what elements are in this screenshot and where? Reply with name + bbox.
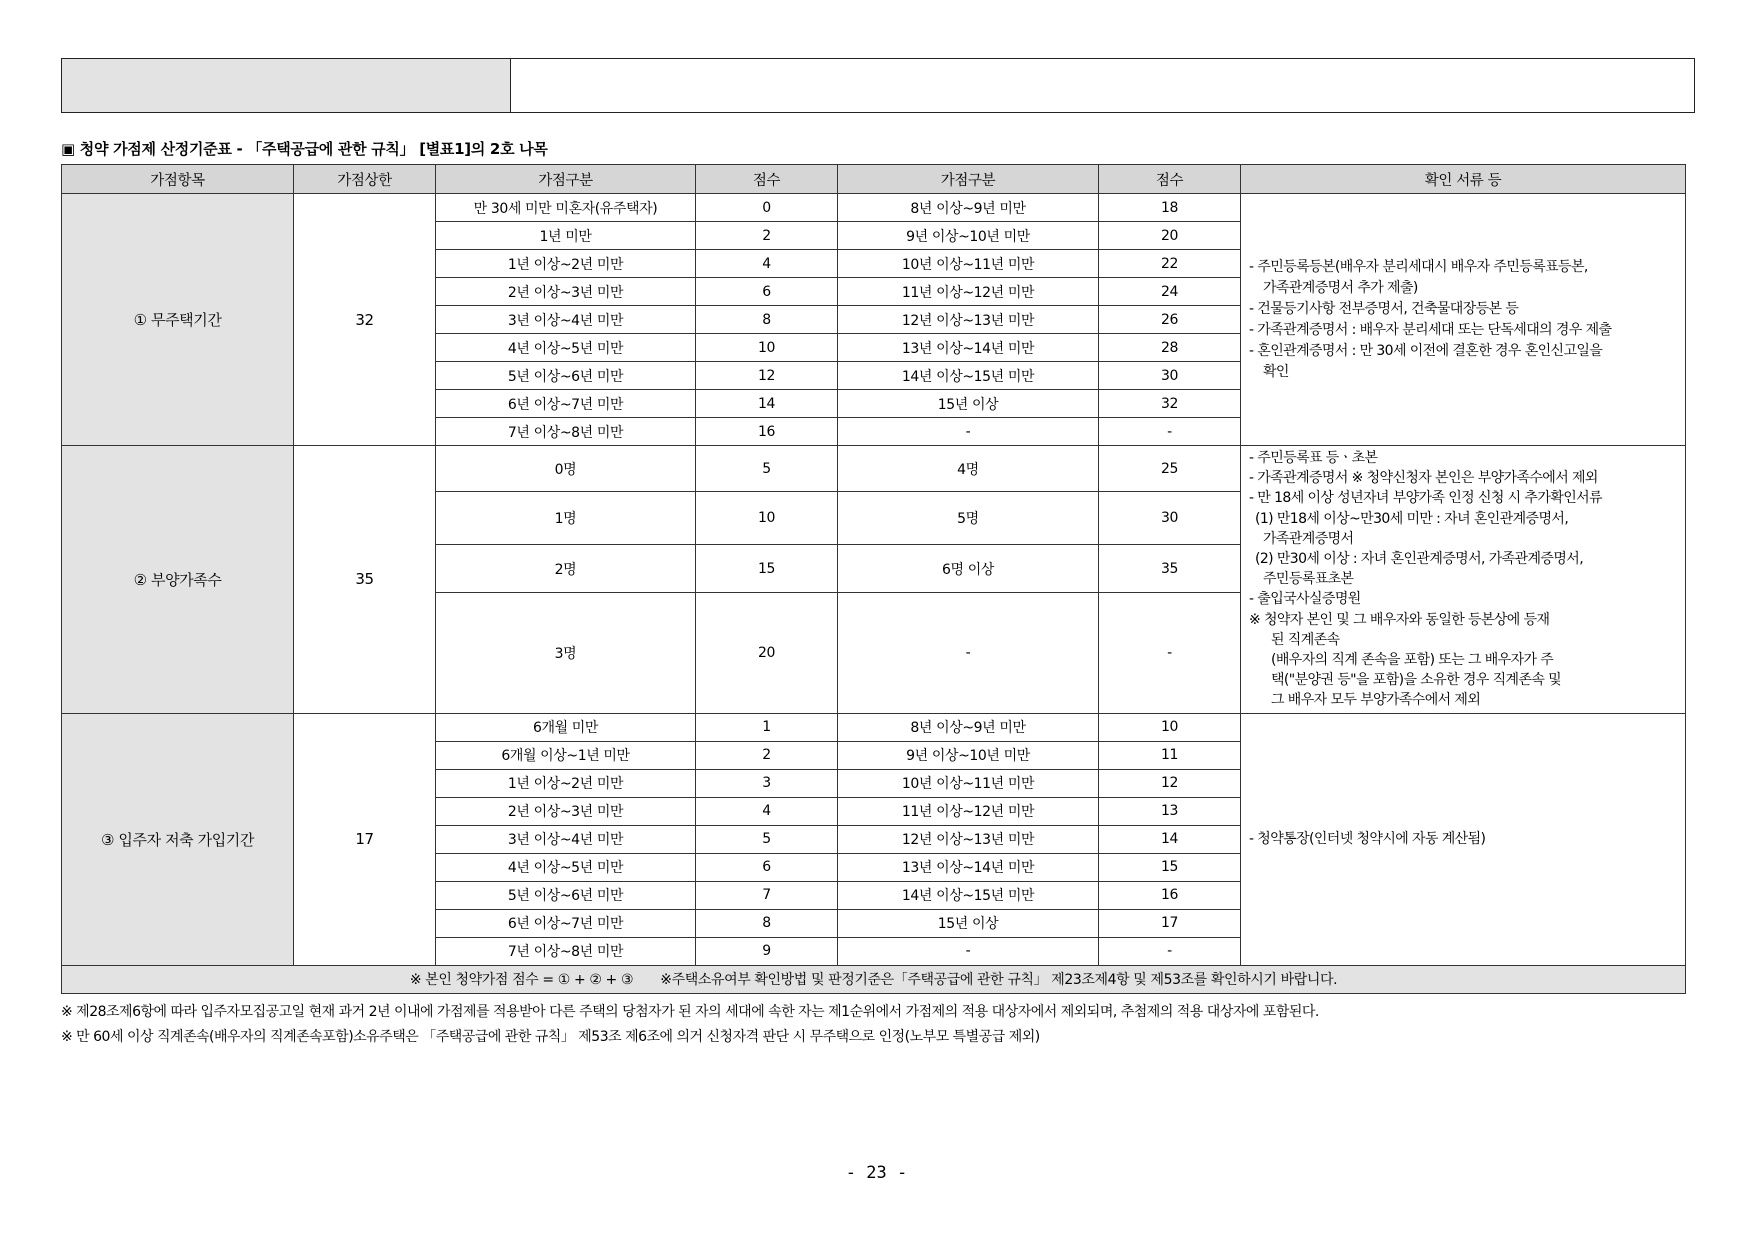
score-cell: 14 bbox=[1099, 825, 1241, 853]
period-cell: 9년 이상~10년 미만 bbox=[838, 741, 1099, 769]
score-cell: 24 bbox=[1099, 278, 1241, 306]
score-cell: 6 bbox=[696, 278, 838, 306]
period-cell: 6개월 이상~1년 미만 bbox=[436, 741, 696, 769]
doc-line: (1) 만18세 이상~만30세 미만 : 자녀 혼인관계증명서, bbox=[1255, 510, 1569, 527]
score-cell: 11 bbox=[1099, 741, 1241, 769]
period-cell: 만 30세 미만 미혼자(유주택자) bbox=[436, 194, 696, 222]
score-cell: - bbox=[1099, 592, 1241, 713]
score-cell: 18 bbox=[1099, 194, 1241, 222]
total-score-note: ※ 본인 청약가점 점수 = ① + ② + ③ ※주택소유여부 확인방법 및 판정기준은「주택공급에 관한 규칙」 제23조제4항 및 제53조를 확인하시기 바랍니다. bbox=[62, 965, 1686, 993]
score-cell: 28 bbox=[1099, 334, 1241, 362]
score-cell: 17 bbox=[1099, 909, 1241, 937]
doc-line: - 만 18세 이상 성년자녀 부양가족 인정 신청 시 추가확인서류 bbox=[1249, 490, 1602, 507]
count-cell: 1명 bbox=[436, 492, 696, 545]
doc-line: 확인 bbox=[1263, 363, 1289, 380]
score-cell: 25 bbox=[1099, 446, 1241, 492]
period-cell: 4년 이상~5년 미만 bbox=[436, 334, 696, 362]
col-header: 가점구분 bbox=[436, 165, 696, 194]
docs-cell bbox=[1241, 194, 1686, 446]
doc-line: ※ 청약자 본인 및 그 배우자와 동일한 등본상에 등재 bbox=[1249, 611, 1550, 628]
score-cell: 15 bbox=[1099, 853, 1241, 881]
period-cell: 6년 이상~7년 미만 bbox=[436, 390, 696, 418]
score-cell: 16 bbox=[1099, 881, 1241, 909]
header-box-right bbox=[511, 59, 1694, 112]
score-cell: 2 bbox=[696, 222, 838, 250]
doc-line: - 건물등기사항 전부증명서, 건축물대장등본 등 bbox=[1249, 300, 1519, 317]
period-cell: 1년 미만 bbox=[436, 222, 696, 250]
period-cell: 7년 이상~8년 미만 bbox=[436, 937, 696, 965]
period-cell: 5년 이상~6년 미만 bbox=[436, 362, 696, 390]
score-cell: 5 bbox=[696, 825, 838, 853]
score-cell: 32 bbox=[1099, 390, 1241, 418]
score-cell: - bbox=[1099, 937, 1241, 965]
period-cell: 8년 이상~9년 미만 bbox=[838, 713, 1099, 741]
doc-line: - 출입국사실증명원 bbox=[1249, 591, 1361, 608]
score-cell: 4 bbox=[696, 797, 838, 825]
score-table bbox=[61, 164, 1686, 994]
score-cell: 10 bbox=[696, 334, 838, 362]
score-cell: 4 bbox=[696, 250, 838, 278]
col-header: 가점구분 bbox=[838, 165, 1099, 194]
doc-line: 된 직계존속 bbox=[1271, 631, 1340, 648]
item-cell: ③ 입주자 저축 가입기간 bbox=[62, 713, 294, 965]
count-cell: 0명 bbox=[436, 446, 696, 492]
period-cell: 8년 이상~9년 미만 bbox=[838, 194, 1099, 222]
score-cell: 30 bbox=[1099, 492, 1241, 545]
period-cell: 15년 이상 bbox=[838, 909, 1099, 937]
count-cell: 6명 이상 bbox=[838, 545, 1099, 592]
count-cell: 5명 bbox=[838, 492, 1099, 545]
period-cell: - bbox=[838, 937, 1099, 965]
period-cell: 12년 이상~13년 미만 bbox=[838, 825, 1099, 853]
score-cell: 20 bbox=[696, 592, 838, 713]
score-cell: 14 bbox=[696, 390, 838, 418]
score-cell: 30 bbox=[1099, 362, 1241, 390]
score-cell: 2 bbox=[696, 741, 838, 769]
score-cell: 6 bbox=[696, 853, 838, 881]
col-header: 가점항목 bbox=[62, 165, 294, 194]
cap-cell: 35 bbox=[294, 446, 436, 714]
doc-line: (배우자의 직계 존속을 포함) 또는 그 배우자가 주 bbox=[1271, 652, 1554, 669]
period-cell: 1년 이상~2년 미만 bbox=[436, 250, 696, 278]
doc-line: 주민등록표초본 bbox=[1263, 571, 1354, 588]
score-cell: 0 bbox=[696, 194, 838, 222]
period-cell: 15년 이상 bbox=[838, 390, 1099, 418]
score-cell: 10 bbox=[1099, 713, 1241, 741]
count-cell: 2명 bbox=[436, 545, 696, 592]
section-title: ▣ 청약 가점제 산정기준표 - 「주택공급에 관한 규칙」 [별표1]의 2호 나목 bbox=[61, 140, 548, 158]
period-cell: 7년 이상~8년 미만 bbox=[436, 418, 696, 446]
period-cell: 10년 이상~11년 미만 bbox=[838, 769, 1099, 797]
score-cell: 13 bbox=[1099, 797, 1241, 825]
score-cell: - bbox=[1099, 418, 1241, 446]
period-cell: 6년 이상~7년 미만 bbox=[436, 909, 696, 937]
doc-line: 택("분양권 등"을 포함)을 소유한 경우 직계존속 및 bbox=[1271, 672, 1562, 689]
doc-line: - 청약통장(인터넷 청약시에 자동 계산됨) bbox=[1249, 830, 1486, 847]
page-number: - 23 - bbox=[845, 1163, 908, 1183]
score-cell: 8 bbox=[696, 909, 838, 937]
doc-line: 가족관계증명서 추가 제출) bbox=[1263, 279, 1418, 296]
period-cell: 14년 이상~15년 미만 bbox=[838, 881, 1099, 909]
count-cell: - bbox=[838, 592, 1099, 713]
doc-line: - 주민등록표 등ㆍ초본 bbox=[1249, 450, 1378, 466]
period-cell: 10년 이상~11년 미만 bbox=[838, 250, 1099, 278]
score-cell: 7 bbox=[696, 881, 838, 909]
score-cell: 26 bbox=[1099, 306, 1241, 334]
score-cell: 1 bbox=[696, 713, 838, 741]
doc-line: - 가족관계증명서 : 배우자 분리세대 또는 단독세대의 경우 제출 bbox=[1249, 321, 1612, 338]
period-cell: 2년 이상~3년 미만 bbox=[436, 797, 696, 825]
period-cell: - bbox=[838, 418, 1099, 446]
col-header: 점수 bbox=[696, 165, 838, 194]
doc-line: 가족관계증명서 bbox=[1263, 530, 1354, 547]
score-cell: 15 bbox=[696, 545, 838, 592]
score-cell: 9 bbox=[696, 937, 838, 965]
note-line: ※ 제28조제6항에 따라 입주자모집공고일 현재 과거 2년 이내에 가점제를 적용받아 다른 주택의 당첨자가 된 자의 세대에 속한 자는 제1순위에서 가점제의 적용 대상자에서 제외되며, 추첨제의 적용 대상자에 포함된다. bbox=[61, 1004, 1319, 1020]
score-cell: 5 bbox=[696, 446, 838, 492]
period-cell: 13년 이상~14년 미만 bbox=[838, 853, 1099, 881]
score-cell: 12 bbox=[696, 362, 838, 390]
period-cell: 11년 이상~12년 미만 bbox=[838, 278, 1099, 306]
table-row bbox=[62, 194, 1686, 222]
header-box-left bbox=[62, 59, 511, 112]
score-cell: 12 bbox=[1099, 769, 1241, 797]
doc-line: - 주민등록등본(배우자 분리세대시 배우자 주민등록표등본, bbox=[1249, 258, 1588, 275]
score-cell: 10 bbox=[696, 492, 838, 545]
item-cell: ① 무주택기간 bbox=[62, 194, 294, 446]
col-header: 확인 서류 등 bbox=[1241, 165, 1686, 194]
doc-line: 그 배우자 모두 부양가족수에서 제외 bbox=[1271, 692, 1481, 709]
header-box bbox=[61, 58, 1695, 113]
table-row bbox=[62, 446, 1686, 492]
table-row bbox=[62, 713, 1686, 741]
item-cell: ② 부양가족수 bbox=[62, 446, 294, 714]
score-cell: 3 bbox=[696, 769, 838, 797]
count-cell: 3명 bbox=[436, 592, 696, 713]
doc-line: - 가족관계증명서 ※ 청약신청자 본인은 부양가족수에서 제외 bbox=[1249, 470, 1598, 487]
score-cell: 16 bbox=[696, 418, 838, 446]
period-cell: 14년 이상~15년 미만 bbox=[838, 362, 1099, 390]
period-cell: 2년 이상~3년 미만 bbox=[436, 278, 696, 306]
period-cell: 3년 이상~4년 미만 bbox=[436, 825, 696, 853]
period-cell: 13년 이상~14년 미만 bbox=[838, 334, 1099, 362]
period-cell: 1년 이상~2년 미만 bbox=[436, 769, 696, 797]
score-cell: 35 bbox=[1099, 545, 1241, 592]
note-line: ※ 만 60세 이상 직계존속(배우자의 직계존속포함)소유주택은 「주택공급에 관한 규칙」 제53조 제6조에 의거 신청자격 판단 시 무주택으로 인정(노부모 특별공급 제외) bbox=[61, 1029, 1040, 1045]
period-cell: 3년 이상~4년 미만 bbox=[436, 306, 696, 334]
period-cell: 6개월 미만 bbox=[436, 713, 696, 741]
table-footer-row bbox=[62, 965, 1686, 993]
period-cell: 12년 이상~13년 미만 bbox=[838, 306, 1099, 334]
docs-cell bbox=[1241, 446, 1686, 714]
doc-line: - 혼인관계증명서 : 만 30세 이전에 결혼한 경우 혼인신고일을 bbox=[1249, 342, 1603, 359]
col-header: 가점상한 bbox=[294, 165, 436, 194]
period-cell: 11년 이상~12년 미만 bbox=[838, 797, 1099, 825]
cap-cell: 17 bbox=[294, 713, 436, 965]
score-cell: 8 bbox=[696, 306, 838, 334]
doc-line: (2) 만30세 이상 : 자녀 혼인관계증명서, 가족관계증명서, bbox=[1255, 551, 1584, 568]
period-cell: 5년 이상~6년 미만 bbox=[436, 881, 696, 909]
table-header-row bbox=[62, 165, 1686, 194]
score-cell: 22 bbox=[1099, 250, 1241, 278]
period-cell: 9년 이상~10년 미만 bbox=[838, 222, 1099, 250]
score-cell: 20 bbox=[1099, 222, 1241, 250]
count-cell: 4명 bbox=[838, 446, 1099, 492]
period-cell: 4년 이상~5년 미만 bbox=[436, 853, 696, 881]
col-header: 점수 bbox=[1099, 165, 1241, 194]
cap-cell: 32 bbox=[294, 194, 436, 446]
docs-cell bbox=[1241, 713, 1686, 965]
